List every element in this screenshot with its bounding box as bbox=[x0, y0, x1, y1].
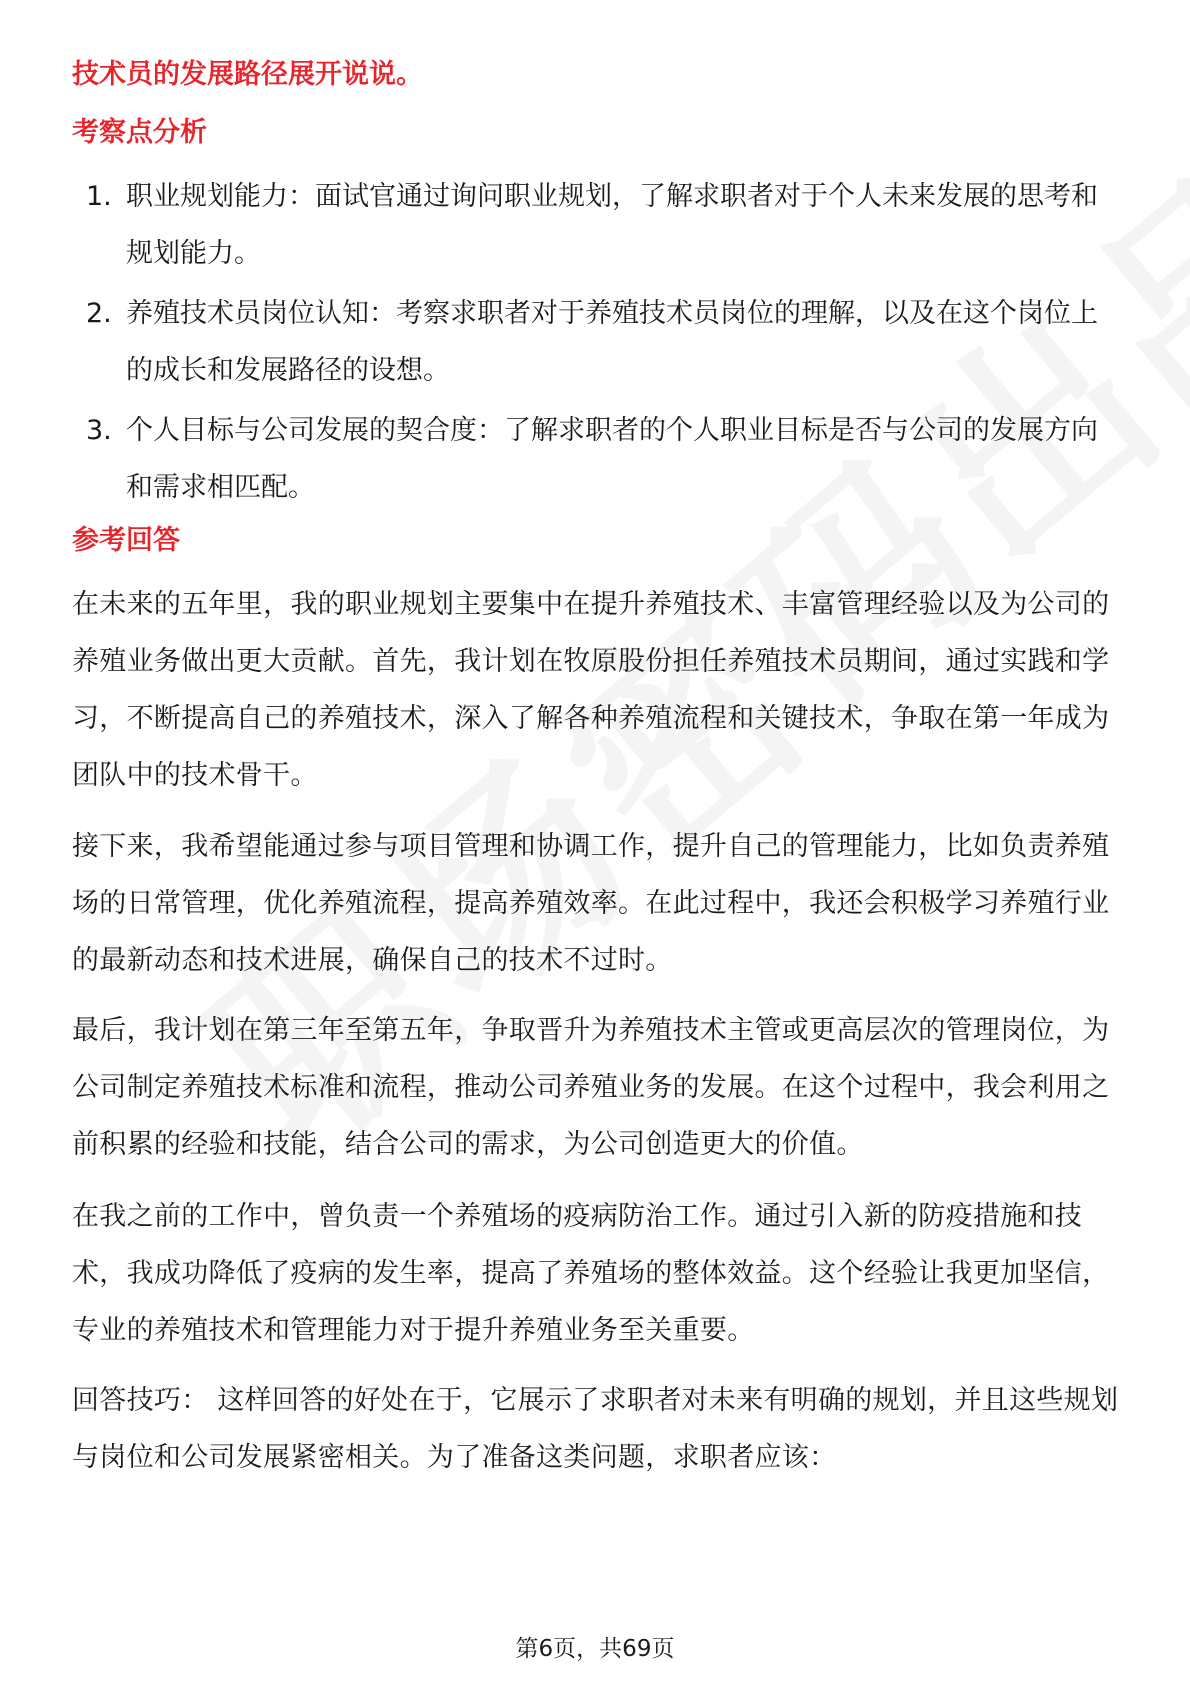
answer-paragraph: 在我之前的工作中，曾负责一个养殖场的疫病防治工作。通过引入新的防疫措施和技术，我成功降低了疫病的发生率，提高了养殖场的整体效益。这个经验让我更加坚信，专业的养殖技术和管理能力对于提升养殖业务至关重要。 bbox=[72, 1201, 1110, 1346]
list-number: 3. bbox=[86, 415, 112, 446]
list-text: 职业规划能力：面试官通过询问职业规划，了解求职者对于个人未来发展的思考和规划能力。 bbox=[126, 181, 1098, 269]
analysis-list bbox=[72, 168, 1122, 519]
intro-line: 技术员的发展路径展开说说。 bbox=[72, 59, 423, 90]
list-text: 养殖技术员岗位认知：考察求职者对于养殖技术员岗位的理解，以及在这个岗位上的成长和发展路径的设想。 bbox=[126, 298, 1098, 386]
answer-paragraph: 接下来，我希望能通过参与项目管理和协调工作，提升自己的管理能力，比如负责养殖场的日常管理，优化养殖流程，提高养殖效率。在此过程中，我还会积极学习养殖行业的最新动态和技术进展，确保自己的技术不过时。 bbox=[72, 831, 1110, 976]
list-item bbox=[72, 285, 1122, 399]
list-number: 1. bbox=[86, 181, 112, 212]
answer-paragraph: 在未来的五年里，我的职业规划主要集中在提升养殖技术、丰富管理经验以及为公司的养殖业务做出更大贡献。首先，我计划在牧原股份担任养殖技术员期间，通过实践和学习，不断提高自己的养殖技术，深入了解各种养殖流程和关键技术，争取在第一年成为团队中的技术骨干。 bbox=[72, 589, 1110, 791]
list-text: 个人目标与公司发展的契合度：了解求职者的个人职业目标是否与公司的发展方向和需求相匹配。 bbox=[126, 415, 1098, 503]
answer-paragraph: 最后，我计划在第三年至第五年，争取晋升为养殖技术主管或更高层次的管理岗位，为公司制定养殖技术标准和流程，推动公司养殖业务的发展。在这个过程中，我会利用之前积累的经验和技能，结合公司的需求，为公司创造更大的价值。 bbox=[72, 1015, 1110, 1160]
list-item bbox=[72, 402, 1122, 516]
list-item bbox=[72, 168, 1122, 282]
page-number: 第6页，共69页 bbox=[515, 1636, 675, 1662]
list-number: 2. bbox=[86, 298, 112, 329]
section-heading-analysis: 考察点分析 bbox=[72, 117, 207, 148]
section-heading-answer: 参考回答 bbox=[72, 525, 180, 556]
tips-paragraph: 回答技巧： 这样回答的好处在于，它展示了求职者对未来有明确的规划，并且这些规划与岗位和公司发展紧密相关。为了准备这类问题，求职者应该： bbox=[72, 1385, 1119, 1473]
